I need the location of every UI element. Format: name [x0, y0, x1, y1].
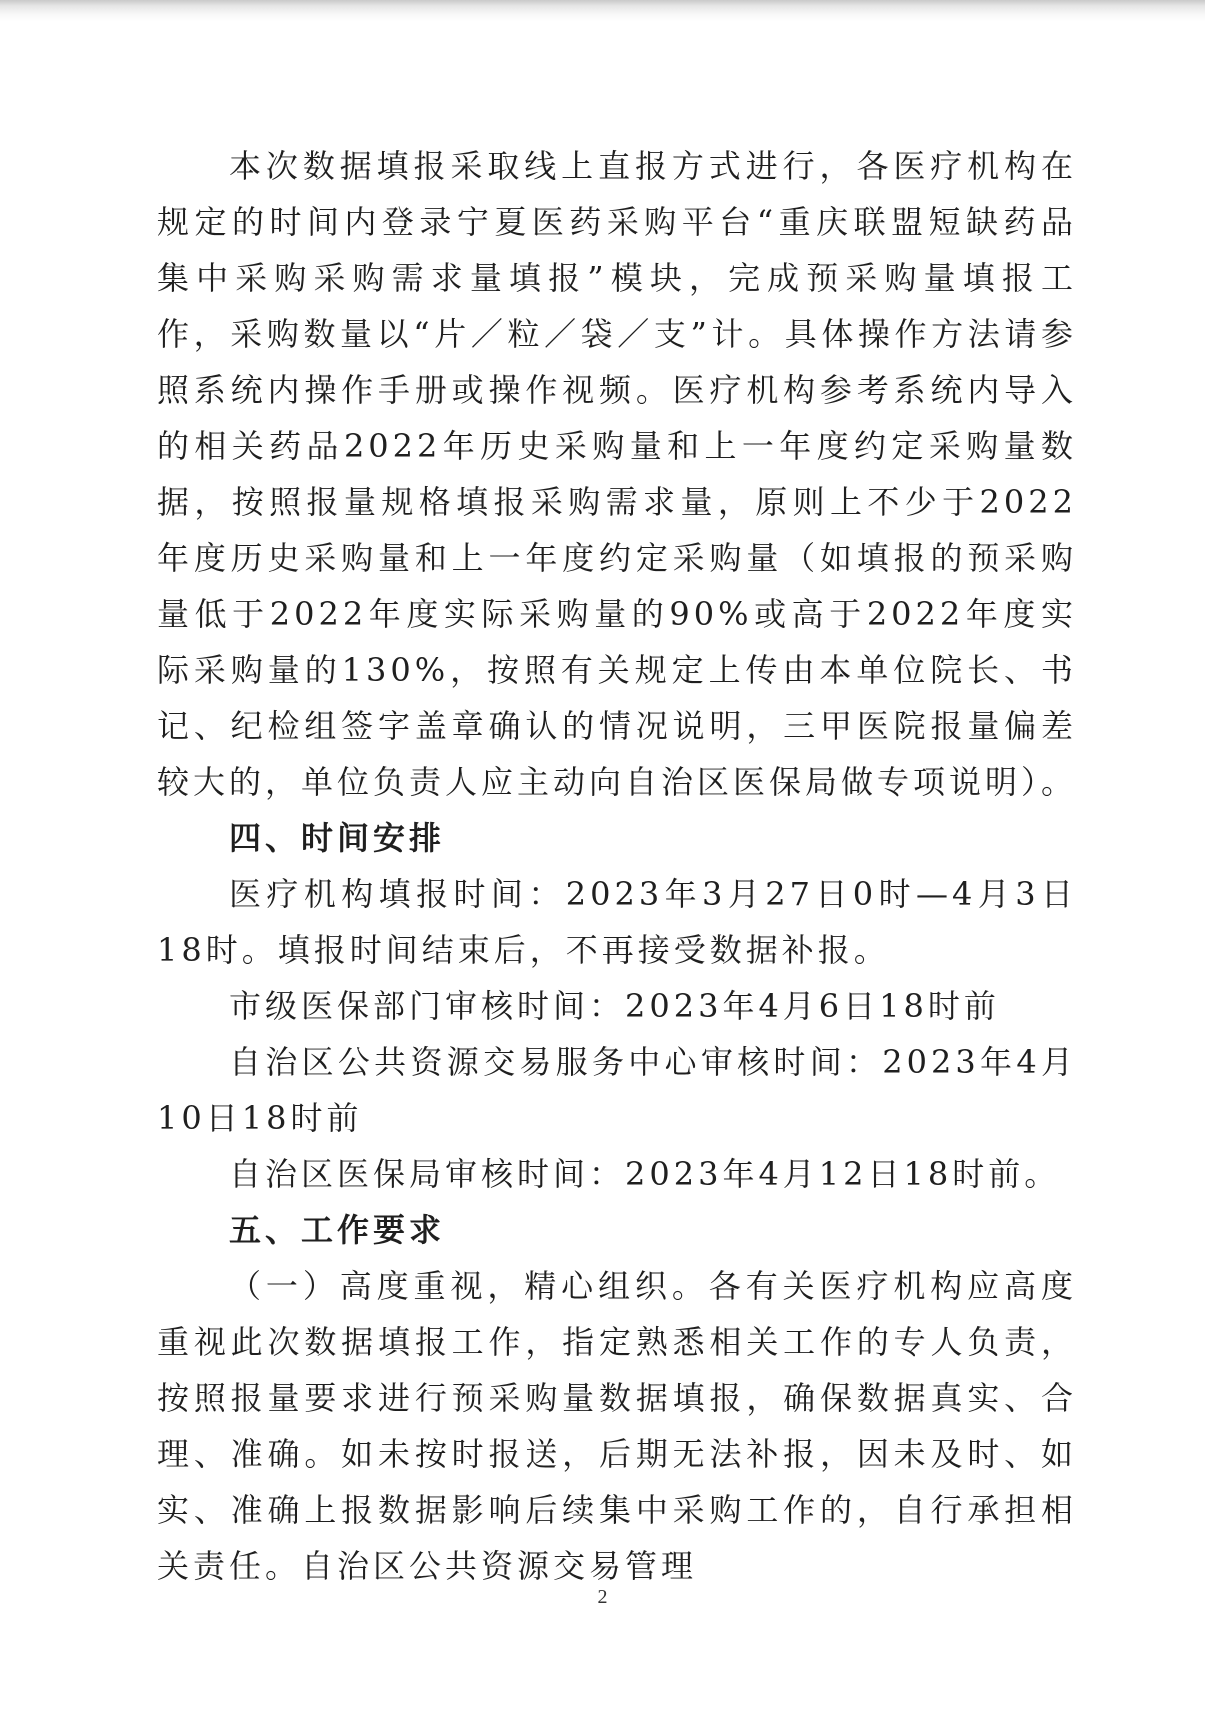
page-number: 2: [597, 1586, 608, 1608]
document-body: [157, 138, 1077, 1594]
section-heading-schedule: 四、时间安排: [229, 819, 446, 857]
paragraph-reporting-method: 本次数据填报采取线上直报方式进行，各医疗机构在规定的时间内登录宁夏医药采购平台“重庆联盟短缺药品集中采购采购需求量填报”模块，完成预采购量填报工作，采购数量以“片／粒／袋／支”计。具体操作方法请参照系统内操作手册或操作视频。医疗机构参考系统内导入的相关药品2022年历史采购量和上一年度约定采购量数据，按照报量规格填报采购需求量，原则上不少于2022年度历史采购量和上一年度约定采购量（如填报的预采购量低于2022年度实际采购量的90%或高于2022年度实际采购量的130%，按照有关规定上传由本单位院长、书记、纪检组签字盖章确认的情况说明，三甲医院报量偏差较大的，单位负责人应主动向自治区医保局做专项说明）。: [157, 147, 1078, 801]
schedule-item-city-review: 市级医保部门审核时间：2023年4月6日18时前: [229, 987, 1000, 1025]
schedule-item-institution: 医疗机构填报时间：2023年3月27日0时—4月3日18时。填报时间结束后，不再接受数据补报。: [157, 875, 1077, 969]
section-heading-requirements: 五、工作要求: [229, 1211, 446, 1249]
scan-top-edge: [0, 0, 1205, 22]
requirement-item-1: （一）高度重视，精心组织。各有关医疗机构应高度重视此次数据填报工作，指定熟悉相关工作的专人负责，按照报量要求进行预采购量数据填报，确保数据真实、合理、准确。如未按时报送，后期无法补报，因未及时、如实、准确上报数据影响后续集中采购工作的，自行承担相关责任。自治区公共资源交易管理: [157, 1267, 1077, 1585]
schedule-item-bureau-review: 自治区医保局审核时间：2023年4月12日18时前。: [229, 1155, 1061, 1193]
schedule-item-center-review: 自治区公共资源交易服务中心审核时间：2023年4月10日18时前: [157, 1043, 1077, 1137]
